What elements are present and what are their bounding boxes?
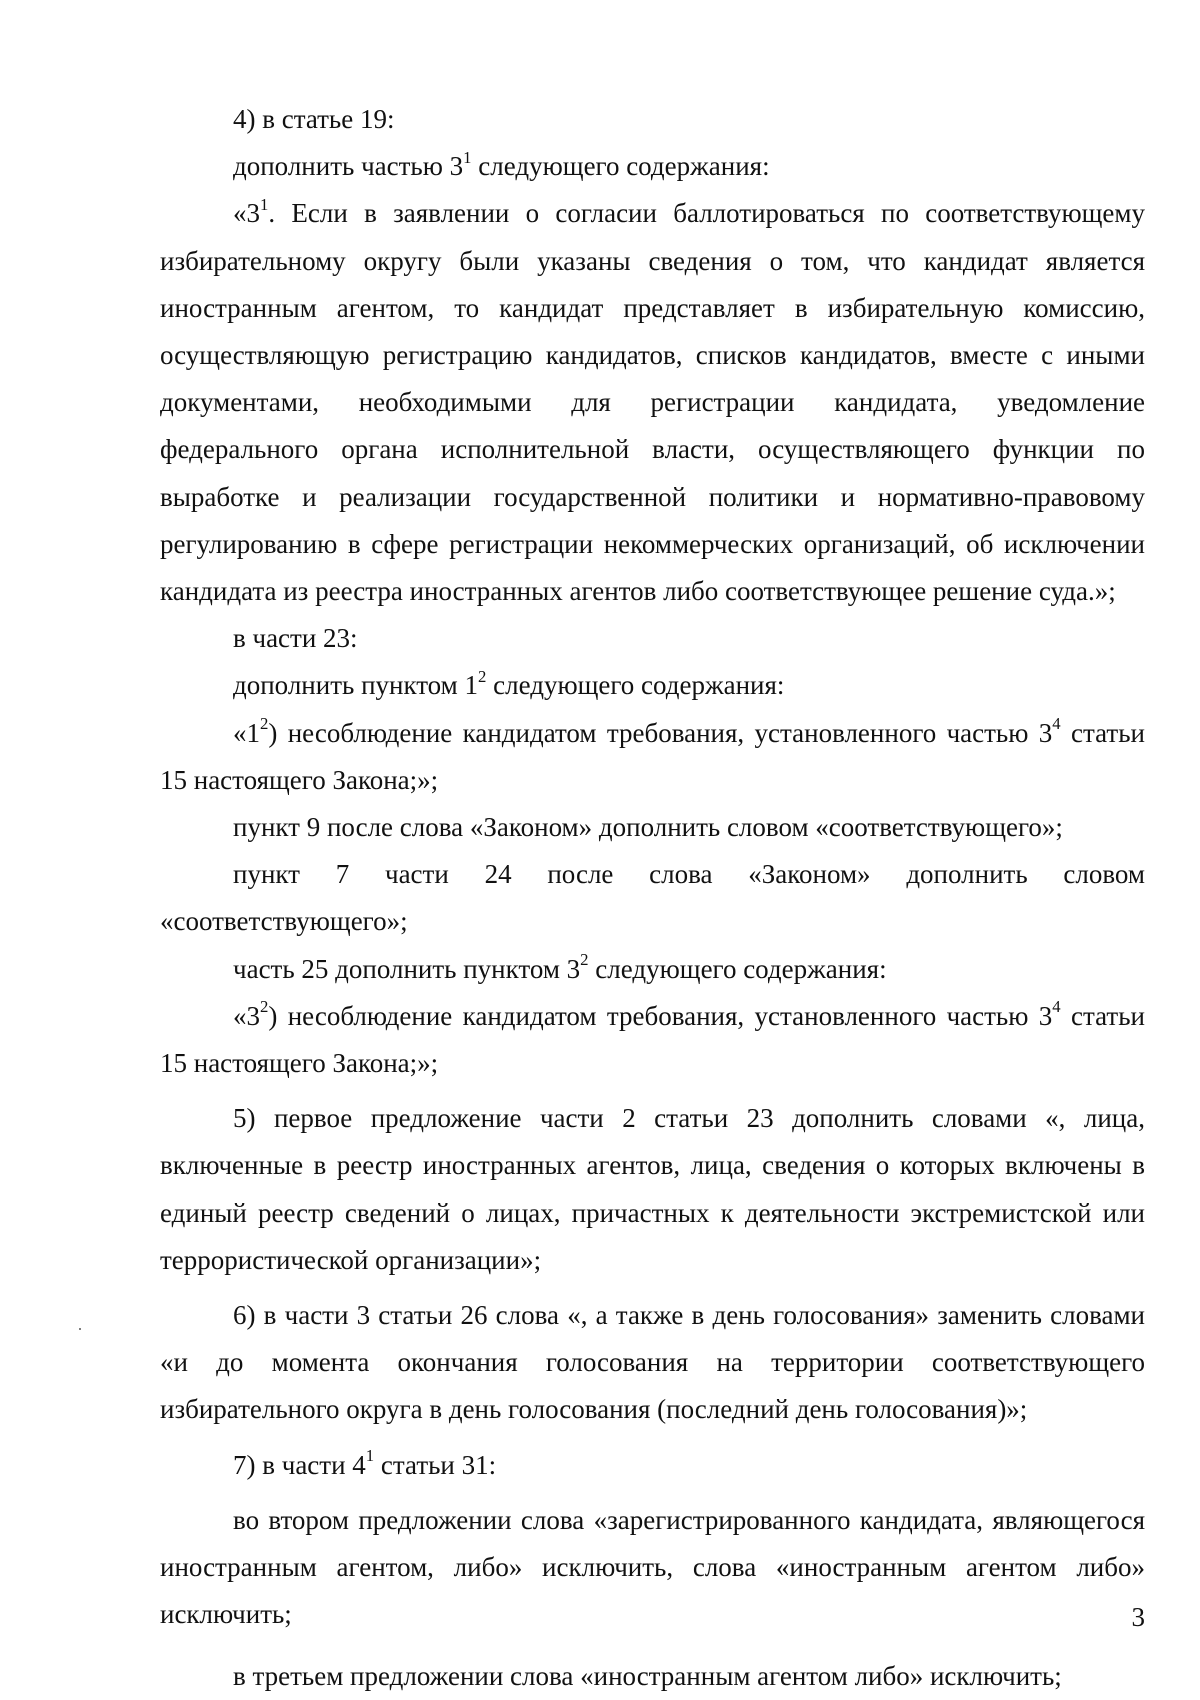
superscript: 2 [260,714,269,734]
paragraph-item-6: 6) в части 3 статьи 26 слова «, а также в день голосования» заменить словами «и до момента окончания голосования на территории соответствующего избирательного округа в день голосования (последний день голосования)»; [160,1300,1145,1425]
superscript: 1 [365,1446,375,1466]
paragraph-item-7-heading: 7) в части $4^1$ статьи 31: [233,1446,497,1480]
paragraph-second-sentence: во втором предложении слова «зарегистрированного кандидата, являющегося иностранным агентом, либо» исключить, слова «иностранным агентом либо» исключить; [160,1504,1145,1630]
paragraph-part-3-1-text: «$3^1$. Если в заявлении о согласии баллотироваться по соответствующему избирательному округу были указаны сведения о том, что кандидат является иностранным агентом, то кандидат представляет в избирательную комиссию, осуществляющую регистрацию кандидатов, списков кандидатов, вместе с иными документами, необходимыми для регистрации кандидата, уведомление федерального органа исполнительной власти, осуществляющего функции по выработке и реализации государственной политики и нормативно-правовому регулированию в сфере регистрации некоммерческих организаций, об исключении кандидата из реестра иностранных агентов либо соответствующее решение суда.»; [160,194,1145,607]
paragraph-item-7-part-24: пункт 7 части 24 после слова «Законом» дополнить словом «соответствующего»; [160,859,1145,937]
paragraph-part-23-heading: в части 23: [233,623,358,654]
superscript: 2 [580,950,589,970]
document-body [160,96,1145,1700]
superscript: 1 [463,147,472,167]
paragraph-add-item-1-2: дополнить пунктом $1^2$ следующего содержания: [233,666,785,701]
paragraph-item-1-2-text: «$1^2$) несоблюдение кандидатом требования, установленного частью $3^4$ статьи 15 настоящего Закона;»; [160,714,1145,795]
superscript: 4 [1052,714,1061,734]
superscript: 4 [1052,997,1061,1017]
paragraph-item-3-2-text: «$3^2$) несоблюдение кандидатом требования, установленного частью $3^4$ статьи 15 настоящего Закона;»; [160,997,1145,1079]
scan-speck [79,1328,81,1330]
paragraph-add-part-3-1: дополнить частью $3^1$ следующего содержания: [233,147,770,182]
page-number: 3 [1131,1602,1145,1632]
superscript: 2 [478,666,487,686]
superscript: 1 [260,194,269,214]
paragraph-article-19-heading: 4) в статье 19: [233,104,395,134]
paragraph-part-25-add: часть 25 дополнить пунктом $3^2$ следующего содержания: [233,950,887,984]
paragraph-item-9: пункт 9 после слова «Законом» дополнить словом «соответствующего»; [233,812,1063,843]
paragraph-item-5: 5) первое предложение части 2 статьи 23 дополнить словами «, лица, включенные в реестр иностранных агентов, лица, сведения о которых включены в единый реестр сведений о лицах, причастных к деятельности экстремистской или террористической организации»; [160,1103,1145,1275]
superscript: 2 [260,997,269,1017]
paragraph-third-sentence: в третьем предложении слова «иностранным агентом либо» исключить; [233,1660,1062,1691]
